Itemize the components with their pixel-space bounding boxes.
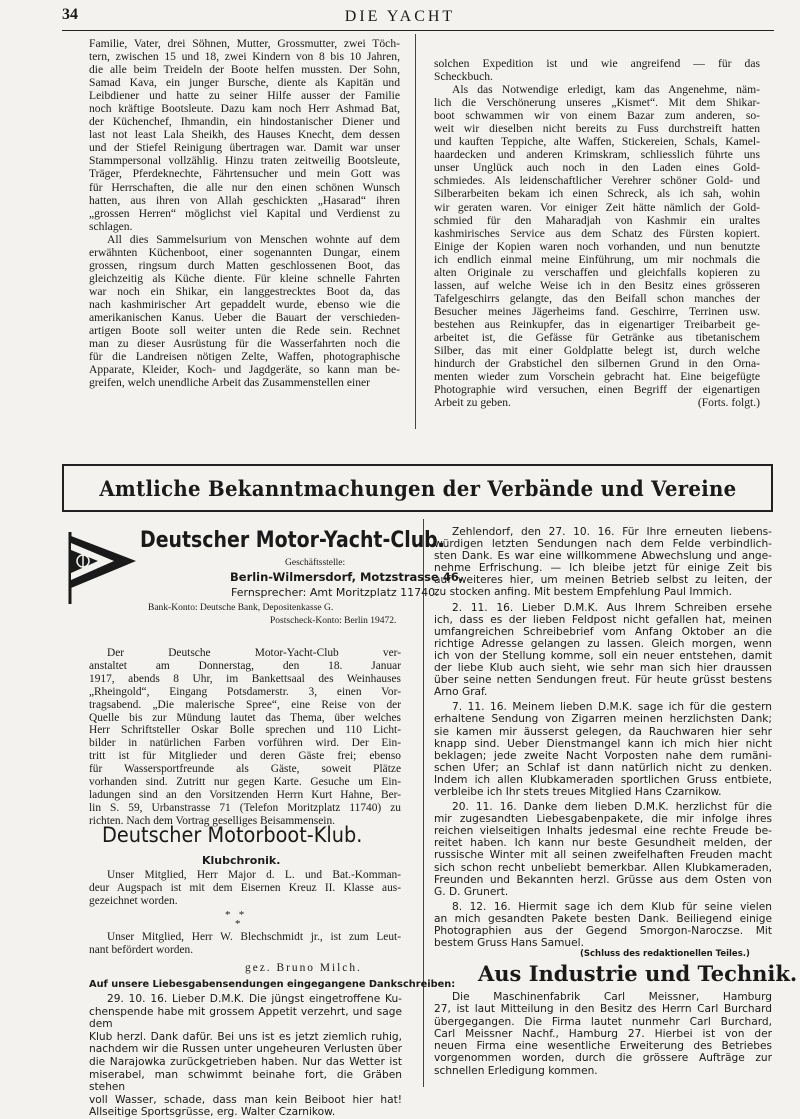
- text-line: schlagen.: [89, 219, 133, 233]
- text-line: sten Dank. Es war eine willkommene Abwechslung und ange-: [434, 550, 772, 563]
- text-line: mir zugesandten Liebesgabenpakete, die mir infolge ihres: [434, 813, 772, 826]
- text-line: sich schon recht unbeliebt bemerkbar. Allen Klubkameraden,: [434, 861, 772, 874]
- dmbk-chronik-1: [89, 869, 401, 908]
- text-line: reitet haben. Ich kann nur beste Gesundheit melden, der: [434, 837, 772, 850]
- text-line: „grossen Herren“ möglichst viel Kapital und Verdienst zu: [89, 206, 400, 220]
- text-line: greifen, welch unendliche Arbeit das Zusammenstellen einer: [89, 376, 371, 390]
- text-line: Zehlendorf, den 27. 10. 16. Für Ihre erneuten liebens-: [452, 526, 772, 538]
- text-line: Photographie wird versuchen, einen Begriff der eigenartigen: [434, 383, 760, 397]
- text-line: schnellen Erledigung kommen.: [434, 1064, 598, 1077]
- text-line: für Wassersportfreunde als Gäste, soweit Plätze: [89, 763, 401, 776]
- text-line: übergegangen. Die Firma lautet nunmehr Carl Burchard,: [434, 1015, 772, 1028]
- column-divider-top: [415, 34, 416, 429]
- text-line: für Herrschaften, die alle nur den einen schönen Wunsch: [89, 180, 400, 194]
- text-line: sie kamen mir äusserst gelegen, da Rauchwaren hier sehr: [434, 725, 772, 738]
- text-line: kashmirisches Service aus dem Schatz des Fürsten kopiert.: [434, 226, 760, 240]
- letters-heading: Auf unsere Liebesgabensendungen eingegangene Dankschreiben:: [89, 979, 456, 990]
- text-line: der liebe Klub auch sieht, wie sehr man sich hier draussen: [434, 662, 772, 675]
- header-rule: [62, 30, 774, 31]
- column-divider-bottom: [423, 519, 424, 1087]
- text-line: neuen Firma eine wesentliche Erweiterung des Betriebes: [434, 1040, 772, 1053]
- text-line: nach kashmirischer Art gepaddelt wurde, ebenso wie die: [89, 297, 400, 311]
- dmbk-title: Deutscher Motorboot-Klub.: [102, 823, 363, 847]
- text-line: richten. Nach dem Vortrag geselliges Beisammensein.: [89, 814, 335, 827]
- text-line: Besucher meines Jägerheims fand. Geschirre, Terrinen usw.: [434, 304, 760, 318]
- text-line: Apparate, Kleider, Koch- und Jagdgeräte, so kann man be-: [89, 363, 400, 377]
- text-line: G. D. Grunert.: [434, 885, 509, 898]
- separator-stars: * *: [225, 909, 245, 921]
- letters-right: [434, 526, 772, 949]
- text-line: schen Ufer; an Schlaf ist dann natürlich nicht zu denken.: [434, 761, 772, 774]
- text-line: Arno Graf.: [434, 686, 488, 699]
- text-line: nachdem wir die Russen unter ungeheuren Verlusten über: [89, 1043, 402, 1056]
- text-line: Träger, Pferdeknechte, Fährtensucher und mein Gott was: [89, 167, 400, 181]
- text-line: unser Unglück auch noch in den Laden eines Gold-: [434, 161, 760, 175]
- running-title: DIE YACHT: [344, 8, 456, 25]
- text-line: Einige der Kopien waren noch vorhanden, und nun benutzte: [434, 239, 760, 253]
- text-line: Silber, das mit einer Goldplatte belegt ist, durch welche: [434, 344, 760, 358]
- text-line: ich endlich einmal meine Einführung, um mir nochmals die: [434, 252, 760, 266]
- text-line: 29. 10. 16. Lieber D.M.K. Die jüngst eingetroffene Ku-: [107, 993, 402, 1005]
- text-line: boot schwammen wir von einem Bazar zum anderen, so-: [434, 109, 760, 123]
- text-line: All dies Sammelsurium von Menschen wohnte auf dem: [107, 232, 400, 246]
- text-line: grossen, ringsum durch Matten geschlossenen Boot, das: [89, 258, 400, 272]
- text-line: arbeitet ist, die Gefässe für Getränke aus tibetanischem: [434, 330, 760, 344]
- editorial-end-note: (Schluss des redaktionellen Teiles.): [580, 949, 750, 959]
- text-line: knapp sind. Ueber Dienstmangel kann ich mich hier nicht: [434, 737, 772, 750]
- text-line: der Küchenchef, Ihmandin, ein hindostanischer Diener und: [89, 115, 400, 129]
- text-line: voll Wasser, schade, dass man kein Beiboot hier hat!: [89, 1093, 402, 1106]
- section-banner: [62, 464, 773, 512]
- text-line: 8. 12. 16. Hiermit sage ich dem Klub für seine vielen: [452, 900, 772, 913]
- text-line: chenspende habe mit grossem Appetit verzehrt, und sage dem: [89, 1005, 402, 1031]
- text-line: artigen Boote soll weiter unten die Rede sein. Rechnet: [89, 324, 400, 338]
- text-line: bestem Gruss Hans Samuel.: [434, 937, 584, 950]
- text-line: wir geraten waren. Vor einiger Zeit hätte nämlich der Gold-: [434, 200, 760, 214]
- text-line: 2. 11. 16. Lieber D.M.K. Aus Ihrem Schreiben ersehe: [452, 601, 772, 614]
- text-line: Der Deutsche Motor-Yacht-Club ver-: [107, 647, 401, 659]
- text-line: Carl Meissner Nachf., Hamburg 27. Hierbei ist von der: [434, 1027, 772, 1040]
- text-line: und kauften Teppiche, alte Waffen, Stickereien, Schals, Kamel-: [434, 135, 760, 149]
- text-line: lich die Verschönerung unseres „Kismet“. Mit dem Shikar-: [434, 96, 760, 110]
- text-line: erwähnten Küchenboot, einer sogenannten Dungar, einem: [89, 245, 400, 259]
- text-line: amerikanischen Kanus. Ueber die Bauart der verschieden-: [89, 310, 400, 324]
- text-line: anstaltet am Donnerstag, den 18. Januar: [89, 659, 401, 672]
- article-right-column: [434, 57, 760, 409]
- text-line: gleichzeitig als Küche diente. Für kleine schnelle Fahrten: [89, 271, 400, 285]
- club-pennant-icon: [62, 530, 138, 606]
- text-line: noch kräftige Bootsleute. Dazu kam noch Herr Ashmad Bat,: [89, 102, 400, 116]
- text-line: verbleibe ich Ihr stets treues Mitglied Hans Czarnikow.: [434, 785, 722, 798]
- text-line: Scheckbuch.: [434, 70, 493, 84]
- dmyc-address: Berlin-Wilmersdorf, Motzstrasse 46.: [230, 570, 464, 584]
- text-line: beklagen; jede zweite Nacht Vorposten nahe dem rumäni-: [434, 749, 772, 762]
- text-line: ich, dass es der lieben Feldpost nicht gefallen hat, meinen: [434, 613, 772, 626]
- text-line: Herr Schriftsteller Oskar Bolle sprechen und 110 Licht-: [89, 724, 401, 737]
- text-line: hindurch der Grabstichel den silbernen Grund in den Orna-: [434, 357, 760, 371]
- dmyc-office-label: Geschäftsstelle:: [285, 558, 346, 568]
- text-line: haardecken und anderen Krimskram, schliesslich führte uns: [434, 148, 760, 162]
- dmyc-title: Deutscher Motor-Yacht-Club.: [140, 528, 445, 553]
- text-line: reichen vielseitigen Inhalts jedesmal eine rechte Freude be-: [434, 825, 772, 838]
- text-line: ich von der Stellung komme, soll ein neuer entstehen, damit: [434, 649, 772, 662]
- text-line: 27, ist laut Mitteilung in den Besitz des Herrn Carl Burchard: [434, 1003, 772, 1016]
- text-line: Allseitige Sportsgrüsse, erg. Walter Czarnikow.: [89, 1106, 336, 1119]
- text-line: last not least Lala Sheikh, des Hauses Knecht, dem dessen: [89, 128, 400, 142]
- text-line: bestehen aus Reinkupfer, das in eigenartiger Treibarbeit ge-: [434, 317, 760, 331]
- text-line: Leibdiener und hatte zu seiner Hilfe ausser der Familie: [89, 89, 400, 103]
- text-line: alten Originale zu verschaffen und gleichfalls kopieren zu: [434, 265, 760, 279]
- article-left-column: [89, 37, 400, 389]
- article-last-line: Arbeit zu geben.: [434, 396, 511, 410]
- text-line: schmied für den Maharadjah von Kashmir ein uraltes: [434, 213, 760, 227]
- text-line: erhaltene Sendung von Zigarren meinen herzlichsten Dank;: [434, 713, 772, 726]
- text-line: menten wieder zum Vorschein gebracht hat. Eine beigefügte: [434, 370, 760, 384]
- text-line: russische Winter mit all seinen zweifelhaften Freuden macht: [434, 849, 772, 862]
- separator-star: *: [235, 918, 241, 930]
- text-line: man zu dieser Ausrüstung für die Wasserfahrten noch die: [89, 337, 400, 351]
- text-line: Quelle bis zur Mündung lautet das Thema, über welches: [89, 711, 401, 724]
- text-line: Tafelgeschirrs gelangte, das den Beifall schon manches der: [434, 291, 760, 305]
- text-line: Photographien aus der Gegend Smorgon-Naroczse. Mit: [434, 925, 772, 937]
- industry-text: [434, 991, 772, 1077]
- text-line: schmiedes. Als leidenschaftlicher Verehrer schöner Gold- und: [434, 174, 760, 188]
- text-line: bilder in natürlichen Farben vorführen wird. Der Ein-: [89, 737, 401, 750]
- text-line: die Narajowka zurückgetrieben haben. Nur das Wetter ist: [89, 1055, 402, 1068]
- text-line: war noch ein Shikar, ein langgestrecktes Boot da, das: [89, 284, 400, 298]
- text-line: Als das Notwendige erledigt, kam das Angenehme, näm-: [452, 83, 760, 97]
- text-line: Stammpersonal vollzählig. Hinzu traten zeitweilig Bootsleute,: [89, 154, 400, 168]
- dmbk-chronik-2: [89, 931, 401, 957]
- text-line: und der Stiefel Reinigung übertragen war. Damit war unser: [89, 141, 400, 155]
- dmbk-signature: gez. Bruno Milch.: [245, 962, 362, 974]
- text-line: nant befördert worden.: [89, 943, 194, 956]
- text-line: tritt ist für Mitglieder und deren Gäste frei; ebenso: [89, 750, 401, 763]
- text-line: Freunden und Bekannten herzl. Grüsse aus dem Osten von: [434, 873, 772, 886]
- text-line: Familie, Vater, drei Söhnen, Mutter, Grossmutter, zwei Töch-: [89, 37, 400, 50]
- text-line: „Rheingold“, Eingang Potsdamerstr. 3, einen Vor-: [89, 685, 401, 698]
- dmyc-postcheck-account: Postscheck-Konto: Berlin 19472.: [270, 616, 397, 626]
- text-line: lin S. 59, Urbanstrasse 71 (Telefon Moritzplatz 11740) zu: [89, 801, 401, 814]
- dmyc-notice: [89, 647, 401, 828]
- text-line: auf weiteres hier, um meinen Betrieb selbst zu leiten, der: [434, 574, 772, 587]
- text-line: tragsabend. „Die malerische Spree“, eine Reise von der: [89, 698, 401, 711]
- text-line: ladungen sind an den Vorsitzenden Herrn Kurt Hahne, Ber-: [89, 788, 401, 801]
- text-line: lassen, auf welche Weise ich in den Besitz eines grösseren: [434, 278, 760, 292]
- text-line: Klub herzl. Dank dafür. Bei uns ist es jetzt ziemlich ruhig,: [89, 1030, 402, 1043]
- text-line-last: [434, 396, 760, 409]
- text-line: richtige Adresse gelangen zu lassen. Gleich morgen, wenn: [434, 637, 772, 650]
- text-line: über seine netten Sendungen freut. Für heute grüsst bestens: [434, 674, 772, 687]
- industry-heading: Aus Industrie und Technik.: [478, 961, 798, 986]
- text-line: Silberarbeiten bekam ich einen Schreck, als ich sah, wohin: [434, 187, 760, 201]
- text-line: Unser Mitglied, Herr Major d. L. und Bat.-Komman-: [107, 869, 401, 881]
- page-number: 34: [62, 6, 78, 23]
- text-line: miserabel, man schwimmt beinahe fort, die Gräben stehen: [89, 1068, 402, 1094]
- section-banner-title: Amtliche Bekanntmachungen der Verbände und Vereine: [98, 475, 737, 501]
- text-line: an mich gesandten Pakete besten Dank. Beiliegend einige: [434, 912, 772, 925]
- text-line: die alle beim Treideln der Boote helfen mussten. Der Sohn,: [89, 63, 400, 77]
- continued-note: (Forts. folgt.): [697, 396, 760, 410]
- text-line: zu stocken anfing. Mit bestem Empfehlung Paul Immich.: [434, 586, 732, 599]
- text-line: würdigen letzten Sendungen nach dem Felde verbindlich-: [434, 538, 772, 551]
- text-line: gezeichnet worden.: [89, 894, 178, 907]
- text-line: 1917, abends 8 Uhr, im Bankettsaal des Weinhauses: [89, 672, 401, 685]
- text-line: 20. 11. 16. Danke dem lieben D.M.K. herzlichst für die: [452, 801, 772, 814]
- text-line: weit wir dieselben nicht bereits zu Fuss durchstreift hatten: [434, 122, 760, 136]
- text-line: vorgenommen worden, durch die grössere Aufträge zur: [434, 1052, 772, 1065]
- text-line: Die Maschinenfabrik Carl Meissner, Hamburg: [452, 991, 772, 1003]
- text-line: vorhanden sind. Zutritt nur gegen Karte. Gesuche um Ein-: [89, 776, 401, 789]
- text-line: tern, zwischen 15 und 18, zwei Kindern von 8 bis 10 Jahren,: [89, 50, 400, 64]
- text-line: hatten, aus ihren von Allah geschickten „Hasarad“ ihren: [89, 193, 400, 207]
- text-line: Indem ich allen Klubkameraden sportlichen Gruss entbiete,: [434, 773, 772, 786]
- dmbk-chronik-heading: Klubchronik.: [202, 854, 281, 867]
- dmyc-phone: Fernsprecher: Amt Moritzplatz 11740.: [231, 586, 439, 599]
- text-line: umfangreichen Schreibebrief vom Anfang Oktober an die: [434, 625, 772, 638]
- text-line: nehme Erfrischung. — Ich bleibe jetzt für einige Zeit bis: [434, 562, 772, 575]
- text-line: solchen Expedition ist und wie angreifend — für das: [434, 57, 760, 70]
- dmyc-bank-account: Bank-Konto: Deutsche Bank, Depositenkasse G.: [148, 603, 334, 613]
- text-line: Samad Kava, ein junger Bursche, diente als Kapitän und: [89, 76, 400, 90]
- text-line: Unser Mitglied, Herr W. Blechschmidt jr., ist zum Leut-: [107, 931, 401, 943]
- text-line: 7. 11. 16. Meinem lieben D.M.K. sage ich für die gestern: [452, 701, 772, 714]
- text-line: deur Augspach ist mit dem Eisernen Kreuz II. Klasse aus-: [89, 881, 401, 894]
- letters-left: [89, 993, 402, 1119]
- text-line: für die Landreisen nötigen Zelte, Waffen, photographische: [89, 350, 400, 364]
